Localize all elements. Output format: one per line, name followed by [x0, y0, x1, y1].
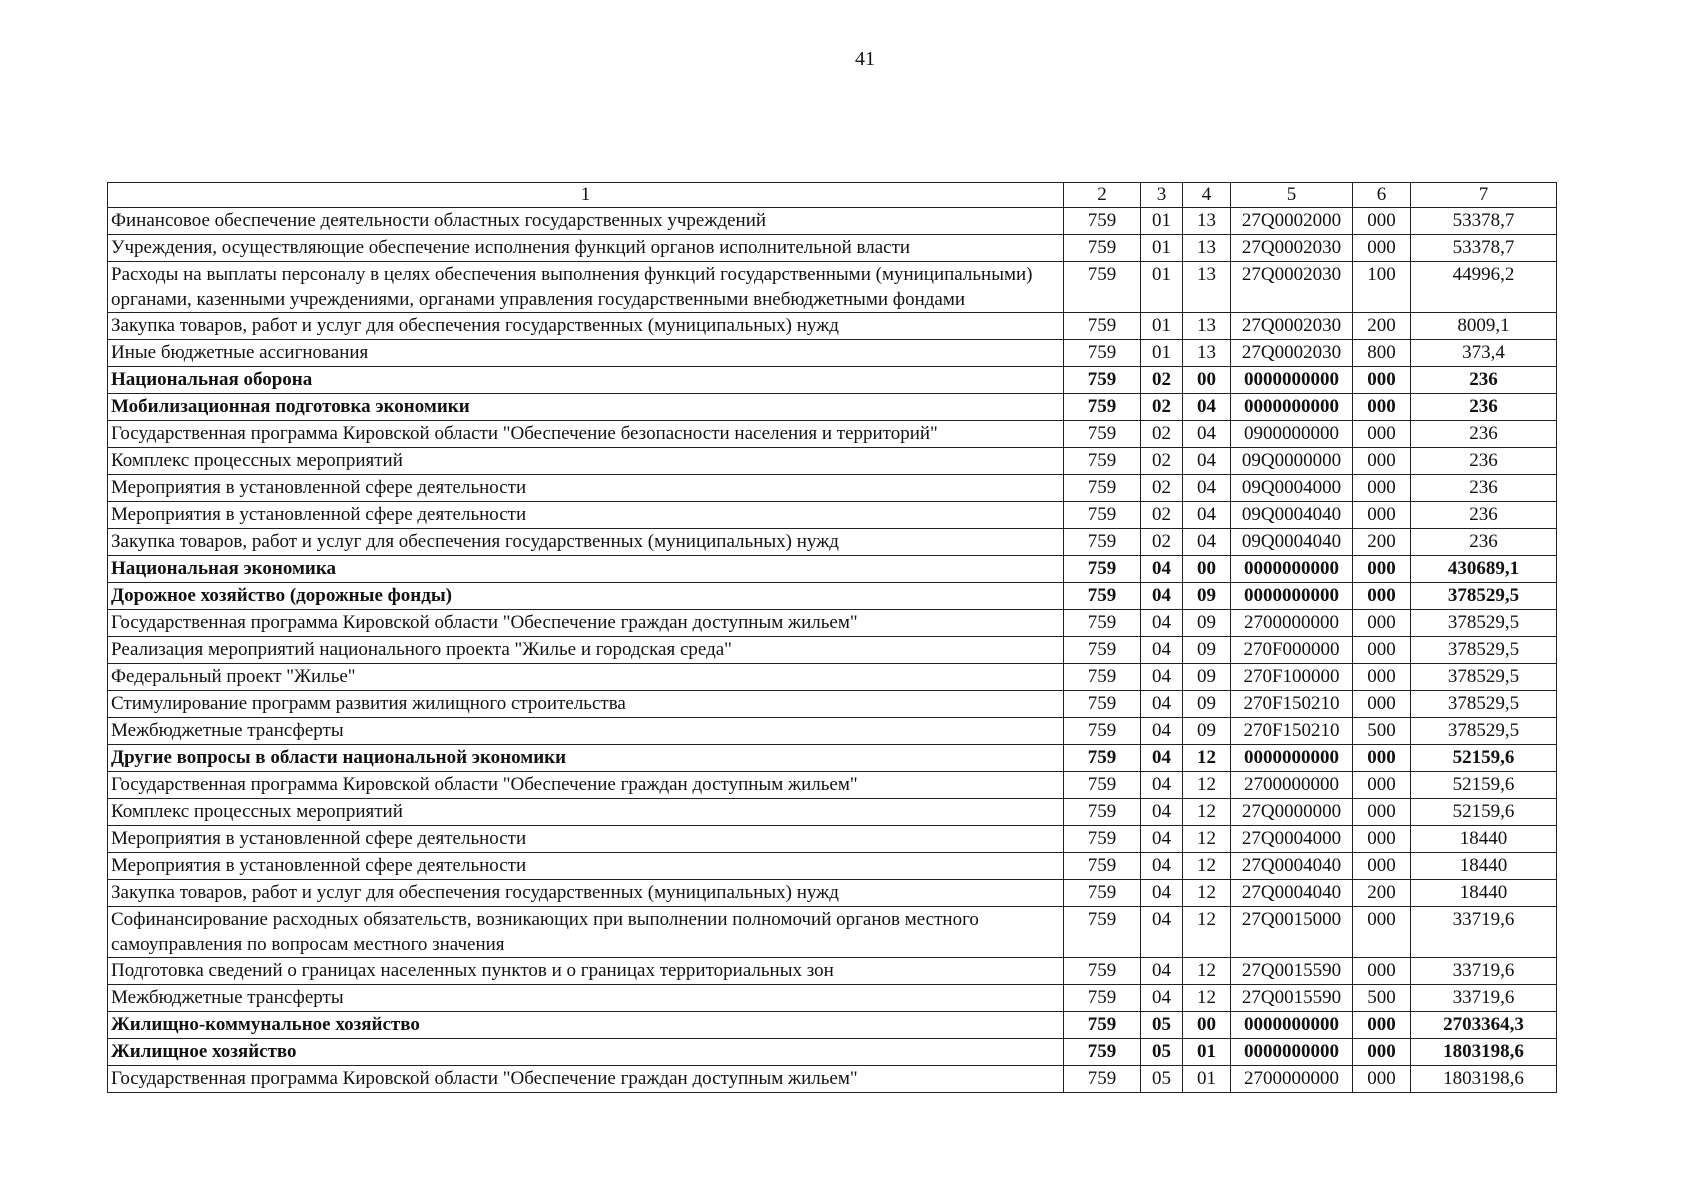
- subsection-code: 09: [1183, 610, 1231, 637]
- sum-value: 1803198,6: [1411, 1066, 1557, 1093]
- target-item-code: 27Q0002000: [1231, 208, 1353, 235]
- sum-value: 378529,5: [1411, 610, 1557, 637]
- expense-type-code: 000: [1353, 853, 1411, 880]
- target-item-code: 0000000000: [1231, 745, 1353, 772]
- expense-type-code: 000: [1353, 367, 1411, 394]
- section-code: 04: [1141, 718, 1183, 745]
- expense-type-code: 200: [1353, 313, 1411, 340]
- section-code: 04: [1141, 610, 1183, 637]
- target-item-code: 27Q0004000: [1231, 826, 1353, 853]
- table-row: [108, 502, 1557, 529]
- section-code: 02: [1141, 448, 1183, 475]
- subsection-code: 12: [1183, 826, 1231, 853]
- ministry-code: 759: [1064, 985, 1141, 1012]
- expense-type-code: 000: [1353, 421, 1411, 448]
- subsection-code: 00: [1183, 367, 1231, 394]
- row-name: Учреждения, осуществляющие обеспечение исполнения функций органов исполнительной власти: [108, 235, 1064, 262]
- ministry-code: 759: [1064, 772, 1141, 799]
- sum-value: 33719,6: [1411, 958, 1557, 985]
- target-item-code: 09Q0004040: [1231, 502, 1353, 529]
- section-code: 04: [1141, 556, 1183, 583]
- expense-type-code: 000: [1353, 1039, 1411, 1066]
- ministry-code: 759: [1064, 421, 1141, 448]
- expense-type-code: 100: [1353, 262, 1411, 313]
- target-item-code: 0900000000: [1231, 421, 1353, 448]
- target-item-code: 0000000000: [1231, 367, 1353, 394]
- sum-value: 378529,5: [1411, 664, 1557, 691]
- row-name: Закупка товаров, работ и услуг для обеспечения государственных (муниципальных) нужд: [108, 313, 1064, 340]
- section-code: 02: [1141, 421, 1183, 448]
- sum-value: 44996,2: [1411, 262, 1557, 313]
- table-row: [108, 394, 1557, 421]
- target-item-code: 270F000000: [1231, 637, 1353, 664]
- target-item-code: 27Q0004040: [1231, 853, 1353, 880]
- row-name: Комплекс процессных мероприятий: [108, 448, 1064, 475]
- sum-value: 53378,7: [1411, 208, 1557, 235]
- sum-value: 8009,1: [1411, 313, 1557, 340]
- expense-type-code: 000: [1353, 799, 1411, 826]
- section-code: 01: [1141, 313, 1183, 340]
- table-row: [108, 772, 1557, 799]
- table-row: [108, 208, 1557, 235]
- row-name: Национальная оборона: [108, 367, 1064, 394]
- section-code: 04: [1141, 745, 1183, 772]
- table-row: [108, 367, 1557, 394]
- section-code: 04: [1141, 799, 1183, 826]
- sum-value: 53378,7: [1411, 235, 1557, 262]
- row-name: Комплекс процессных мероприятий: [108, 799, 1064, 826]
- subsection-code: 13: [1183, 208, 1231, 235]
- target-item-code: 2700000000: [1231, 610, 1353, 637]
- sum-value: 33719,6: [1411, 985, 1557, 1012]
- table-row: [108, 235, 1557, 262]
- expense-type-code: 200: [1353, 529, 1411, 556]
- sum-value: 52159,6: [1411, 772, 1557, 799]
- sum-value: 52159,6: [1411, 745, 1557, 772]
- budget-table: [107, 182, 1557, 1093]
- target-item-code: 27Q0002030: [1231, 235, 1353, 262]
- target-item-code: 09Q0004000: [1231, 475, 1353, 502]
- row-name: Финансовое обеспечение деятельности областных государственных учреждений: [108, 208, 1064, 235]
- ministry-code: 759: [1064, 664, 1141, 691]
- section-code: 04: [1141, 772, 1183, 799]
- table-row: [108, 583, 1557, 610]
- expense-type-code: 500: [1353, 985, 1411, 1012]
- subsection-code: 04: [1183, 529, 1231, 556]
- subsection-code: 09: [1183, 637, 1231, 664]
- row-name: Стимулирование программ развития жилищного строительства: [108, 691, 1064, 718]
- expense-type-code: 000: [1353, 556, 1411, 583]
- column-header: 7: [1411, 183, 1557, 208]
- ministry-code: 759: [1064, 367, 1141, 394]
- expense-type-code: 000: [1353, 208, 1411, 235]
- subsection-code: 12: [1183, 853, 1231, 880]
- row-name: Софинансирование расходных обязательств, возникающих при выполнении полномочий органов местного самоуправления по вопросам местного значения: [108, 907, 1064, 958]
- ministry-code: 759: [1064, 799, 1141, 826]
- sum-value: 18440: [1411, 880, 1557, 907]
- subsection-code: 04: [1183, 502, 1231, 529]
- expense-type-code: 000: [1353, 448, 1411, 475]
- target-item-code: 09Q0004040: [1231, 529, 1353, 556]
- target-item-code: 27Q0002030: [1231, 340, 1353, 367]
- subsection-code: 12: [1183, 772, 1231, 799]
- section-code: 02: [1141, 394, 1183, 421]
- row-name: Мероприятия в установленной сфере деятельности: [108, 475, 1064, 502]
- section-code: 01: [1141, 235, 1183, 262]
- row-name: Федеральный проект "Жилье": [108, 664, 1064, 691]
- expense-type-code: 000: [1353, 691, 1411, 718]
- table-row: [108, 262, 1557, 313]
- table-row: [108, 880, 1557, 907]
- expense-type-code: 000: [1353, 772, 1411, 799]
- row-name: Мероприятия в установленной сфере деятельности: [108, 853, 1064, 880]
- section-code: 01: [1141, 262, 1183, 313]
- page-number: 41: [855, 48, 875, 70]
- row-name: Государственная программа Кировской области "Обеспечение безопасности населения и территорий": [108, 421, 1064, 448]
- row-name: Другие вопросы в области национальной экономики: [108, 745, 1064, 772]
- expense-type-code: 000: [1353, 394, 1411, 421]
- ministry-code: 759: [1064, 1066, 1141, 1093]
- table-row: [108, 529, 1557, 556]
- row-name: Мобилизационная подготовка экономики: [108, 394, 1064, 421]
- expense-type-code: 000: [1353, 745, 1411, 772]
- section-code: 04: [1141, 958, 1183, 985]
- target-item-code: 270F100000: [1231, 664, 1353, 691]
- table-row: [108, 826, 1557, 853]
- table-row: [108, 421, 1557, 448]
- expense-type-code: 000: [1353, 664, 1411, 691]
- expense-type-code: 000: [1353, 1066, 1411, 1093]
- row-name: Межбюджетные трансферты: [108, 718, 1064, 745]
- ministry-code: 759: [1064, 394, 1141, 421]
- ministry-code: 759: [1064, 718, 1141, 745]
- subsection-code: 12: [1183, 799, 1231, 826]
- ministry-code: 759: [1064, 208, 1141, 235]
- table-row: [108, 745, 1557, 772]
- sum-value: 18440: [1411, 853, 1557, 880]
- ministry-code: 759: [1064, 475, 1141, 502]
- table-row: [108, 664, 1557, 691]
- expense-type-code: 500: [1353, 718, 1411, 745]
- expense-type-code: 000: [1353, 235, 1411, 262]
- section-code: 05: [1141, 1066, 1183, 1093]
- target-item-code: 27Q0002030: [1231, 262, 1353, 313]
- section-code: 04: [1141, 853, 1183, 880]
- table-row: [108, 718, 1557, 745]
- subsection-code: 09: [1183, 718, 1231, 745]
- ministry-code: 759: [1064, 745, 1141, 772]
- table-row: [108, 340, 1557, 367]
- table-row: [108, 1012, 1557, 1039]
- subsection-code: 01: [1183, 1066, 1231, 1093]
- column-header: 6: [1353, 183, 1411, 208]
- sum-value: 378529,5: [1411, 691, 1557, 718]
- target-item-code: 27Q0000000: [1231, 799, 1353, 826]
- expense-type-code: 000: [1353, 826, 1411, 853]
- expense-type-code: 200: [1353, 880, 1411, 907]
- expense-type-code: 800: [1353, 340, 1411, 367]
- sum-value: 52159,6: [1411, 799, 1557, 826]
- subsection-code: 04: [1183, 421, 1231, 448]
- row-name: Межбюджетные трансферты: [108, 985, 1064, 1012]
- row-name: Мероприятия в установленной сфере деятельности: [108, 826, 1064, 853]
- ministry-code: 759: [1064, 502, 1141, 529]
- subsection-code: 13: [1183, 235, 1231, 262]
- section-code: 01: [1141, 208, 1183, 235]
- expense-type-code: 000: [1353, 958, 1411, 985]
- table-row: [108, 799, 1557, 826]
- subsection-code: 12: [1183, 985, 1231, 1012]
- sum-value: 1803198,6: [1411, 1039, 1557, 1066]
- table-row: [108, 448, 1557, 475]
- row-name: Национальная экономика: [108, 556, 1064, 583]
- column-header: 3: [1141, 183, 1183, 208]
- table-row: [108, 610, 1557, 637]
- row-name: Дорожное хозяйство (дорожные фонды): [108, 583, 1064, 610]
- row-name: Государственная программа Кировской области "Обеспечение граждан доступным жильем": [108, 610, 1064, 637]
- table-row: [108, 637, 1557, 664]
- ministry-code: 759: [1064, 907, 1141, 958]
- sum-value: 2703364,3: [1411, 1012, 1557, 1039]
- subsection-code: 12: [1183, 880, 1231, 907]
- row-name: Реализация мероприятий национального проекта "Жилье и городская среда": [108, 637, 1064, 664]
- sum-value: 430689,1: [1411, 556, 1557, 583]
- ministry-code: 759: [1064, 448, 1141, 475]
- ministry-code: 759: [1064, 340, 1141, 367]
- subsection-code: 04: [1183, 394, 1231, 421]
- subsection-code: 04: [1183, 448, 1231, 475]
- ministry-code: 759: [1064, 1012, 1141, 1039]
- sum-value: 236: [1411, 529, 1557, 556]
- ministry-code: 759: [1064, 610, 1141, 637]
- target-item-code: 27Q0002030: [1231, 313, 1353, 340]
- row-name: Жилищное хозяйство: [108, 1039, 1064, 1066]
- expense-type-code: 000: [1353, 502, 1411, 529]
- table-row: [108, 958, 1557, 985]
- expense-type-code: 000: [1353, 637, 1411, 664]
- ministry-code: 759: [1064, 583, 1141, 610]
- ministry-code: 759: [1064, 880, 1141, 907]
- ministry-code: 759: [1064, 313, 1141, 340]
- table-row: [108, 313, 1557, 340]
- ministry-code: 759: [1064, 556, 1141, 583]
- subsection-code: 13: [1183, 262, 1231, 313]
- ministry-code: 759: [1064, 1039, 1141, 1066]
- section-code: 01: [1141, 340, 1183, 367]
- table-body: [108, 208, 1557, 1093]
- subsection-code: 09: [1183, 583, 1231, 610]
- sum-value: 236: [1411, 448, 1557, 475]
- row-name: Государственная программа Кировской области "Обеспечение граждан доступным жильем": [108, 772, 1064, 799]
- target-item-code: 27Q0015590: [1231, 985, 1353, 1012]
- table-row: [108, 853, 1557, 880]
- section-code: 05: [1141, 1012, 1183, 1039]
- target-item-code: 27Q0015590: [1231, 958, 1353, 985]
- section-code: 02: [1141, 367, 1183, 394]
- column-header: 2: [1064, 183, 1141, 208]
- row-name: Расходы на выплаты персоналу в целях обеспечения выполнения функций государственными (муниципальными) органами, казенными учреждениями, органами управления государственными внебюджетными фондами: [108, 262, 1064, 313]
- column-header: 5: [1231, 183, 1353, 208]
- subsection-code: 00: [1183, 556, 1231, 583]
- row-name: Подготовка сведений о границах населенных пунктов и о границах территориальных зон: [108, 958, 1064, 985]
- ministry-code: 759: [1064, 637, 1141, 664]
- target-item-code: 270F150210: [1231, 718, 1353, 745]
- subsection-code: 12: [1183, 958, 1231, 985]
- section-code: 04: [1141, 583, 1183, 610]
- sum-value: 236: [1411, 475, 1557, 502]
- target-item-code: 270F150210: [1231, 691, 1353, 718]
- subsection-code: 12: [1183, 745, 1231, 772]
- sum-value: 378529,5: [1411, 718, 1557, 745]
- table-row: [108, 556, 1557, 583]
- table-row: [108, 1066, 1557, 1093]
- sum-value: 373,4: [1411, 340, 1557, 367]
- subsection-code: 01: [1183, 1039, 1231, 1066]
- expense-type-code: 000: [1353, 583, 1411, 610]
- subsection-code: 09: [1183, 664, 1231, 691]
- column-header: 4: [1183, 183, 1231, 208]
- table-header: [108, 183, 1557, 208]
- table-row: [108, 1039, 1557, 1066]
- expense-type-code: 000: [1353, 1012, 1411, 1039]
- section-code: 04: [1141, 691, 1183, 718]
- section-code: 05: [1141, 1039, 1183, 1066]
- ministry-code: 759: [1064, 826, 1141, 853]
- target-item-code: 0000000000: [1231, 583, 1353, 610]
- ministry-code: 759: [1064, 853, 1141, 880]
- sum-value: 33719,6: [1411, 907, 1557, 958]
- row-name: Государственная программа Кировской области "Обеспечение граждан доступным жильем": [108, 1066, 1064, 1093]
- section-code: 02: [1141, 502, 1183, 529]
- subsection-code: 09: [1183, 691, 1231, 718]
- row-name: Закупка товаров, работ и услуг для обеспечения государственных (муниципальных) нужд: [108, 529, 1064, 556]
- table-row: [108, 907, 1557, 958]
- section-code: 04: [1141, 664, 1183, 691]
- target-item-code: 09Q0000000: [1231, 448, 1353, 475]
- section-code: 02: [1141, 529, 1183, 556]
- expense-type-code: 000: [1353, 907, 1411, 958]
- expense-type-code: 000: [1353, 610, 1411, 637]
- sum-value: 236: [1411, 367, 1557, 394]
- subsection-code: 13: [1183, 313, 1231, 340]
- ministry-code: 759: [1064, 958, 1141, 985]
- target-item-code: 27Q0004040: [1231, 880, 1353, 907]
- ministry-code: 759: [1064, 529, 1141, 556]
- section-code: 04: [1141, 907, 1183, 958]
- target-item-code: 0000000000: [1231, 556, 1353, 583]
- table-row: [108, 475, 1557, 502]
- ministry-code: 759: [1064, 262, 1141, 313]
- sum-value: 236: [1411, 502, 1557, 529]
- section-code: 04: [1141, 826, 1183, 853]
- target-item-code: 27Q0015000: [1231, 907, 1353, 958]
- row-name: Жилищно-коммунальное хозяйство: [108, 1012, 1064, 1039]
- section-code: 04: [1141, 637, 1183, 664]
- ministry-code: 759: [1064, 691, 1141, 718]
- subsection-code: 13: [1183, 340, 1231, 367]
- subsection-code: 12: [1183, 907, 1231, 958]
- expense-type-code: 000: [1353, 475, 1411, 502]
- table-row: [108, 985, 1557, 1012]
- subsection-code: 00: [1183, 1012, 1231, 1039]
- sum-value: 236: [1411, 421, 1557, 448]
- header-row: [108, 183, 1557, 208]
- subsection-code: 04: [1183, 475, 1231, 502]
- section-code: 02: [1141, 475, 1183, 502]
- table-row: [108, 691, 1557, 718]
- section-code: 04: [1141, 880, 1183, 907]
- target-item-code: 2700000000: [1231, 772, 1353, 799]
- row-name: Мероприятия в установленной сфере деятельности: [108, 502, 1064, 529]
- sum-value: 236: [1411, 394, 1557, 421]
- target-item-code: 0000000000: [1231, 1012, 1353, 1039]
- column-header: 1: [108, 183, 1064, 208]
- target-item-code: 0000000000: [1231, 394, 1353, 421]
- sum-value: 378529,5: [1411, 583, 1557, 610]
- target-item-code: 2700000000: [1231, 1066, 1353, 1093]
- row-name: Иные бюджетные ассигнования: [108, 340, 1064, 367]
- target-item-code: 0000000000: [1231, 1039, 1353, 1066]
- section-code: 04: [1141, 985, 1183, 1012]
- sum-value: 378529,5: [1411, 637, 1557, 664]
- row-name: Закупка товаров, работ и услуг для обеспечения государственных (муниципальных) нужд: [108, 880, 1064, 907]
- ministry-code: 759: [1064, 235, 1141, 262]
- sum-value: 18440: [1411, 826, 1557, 853]
